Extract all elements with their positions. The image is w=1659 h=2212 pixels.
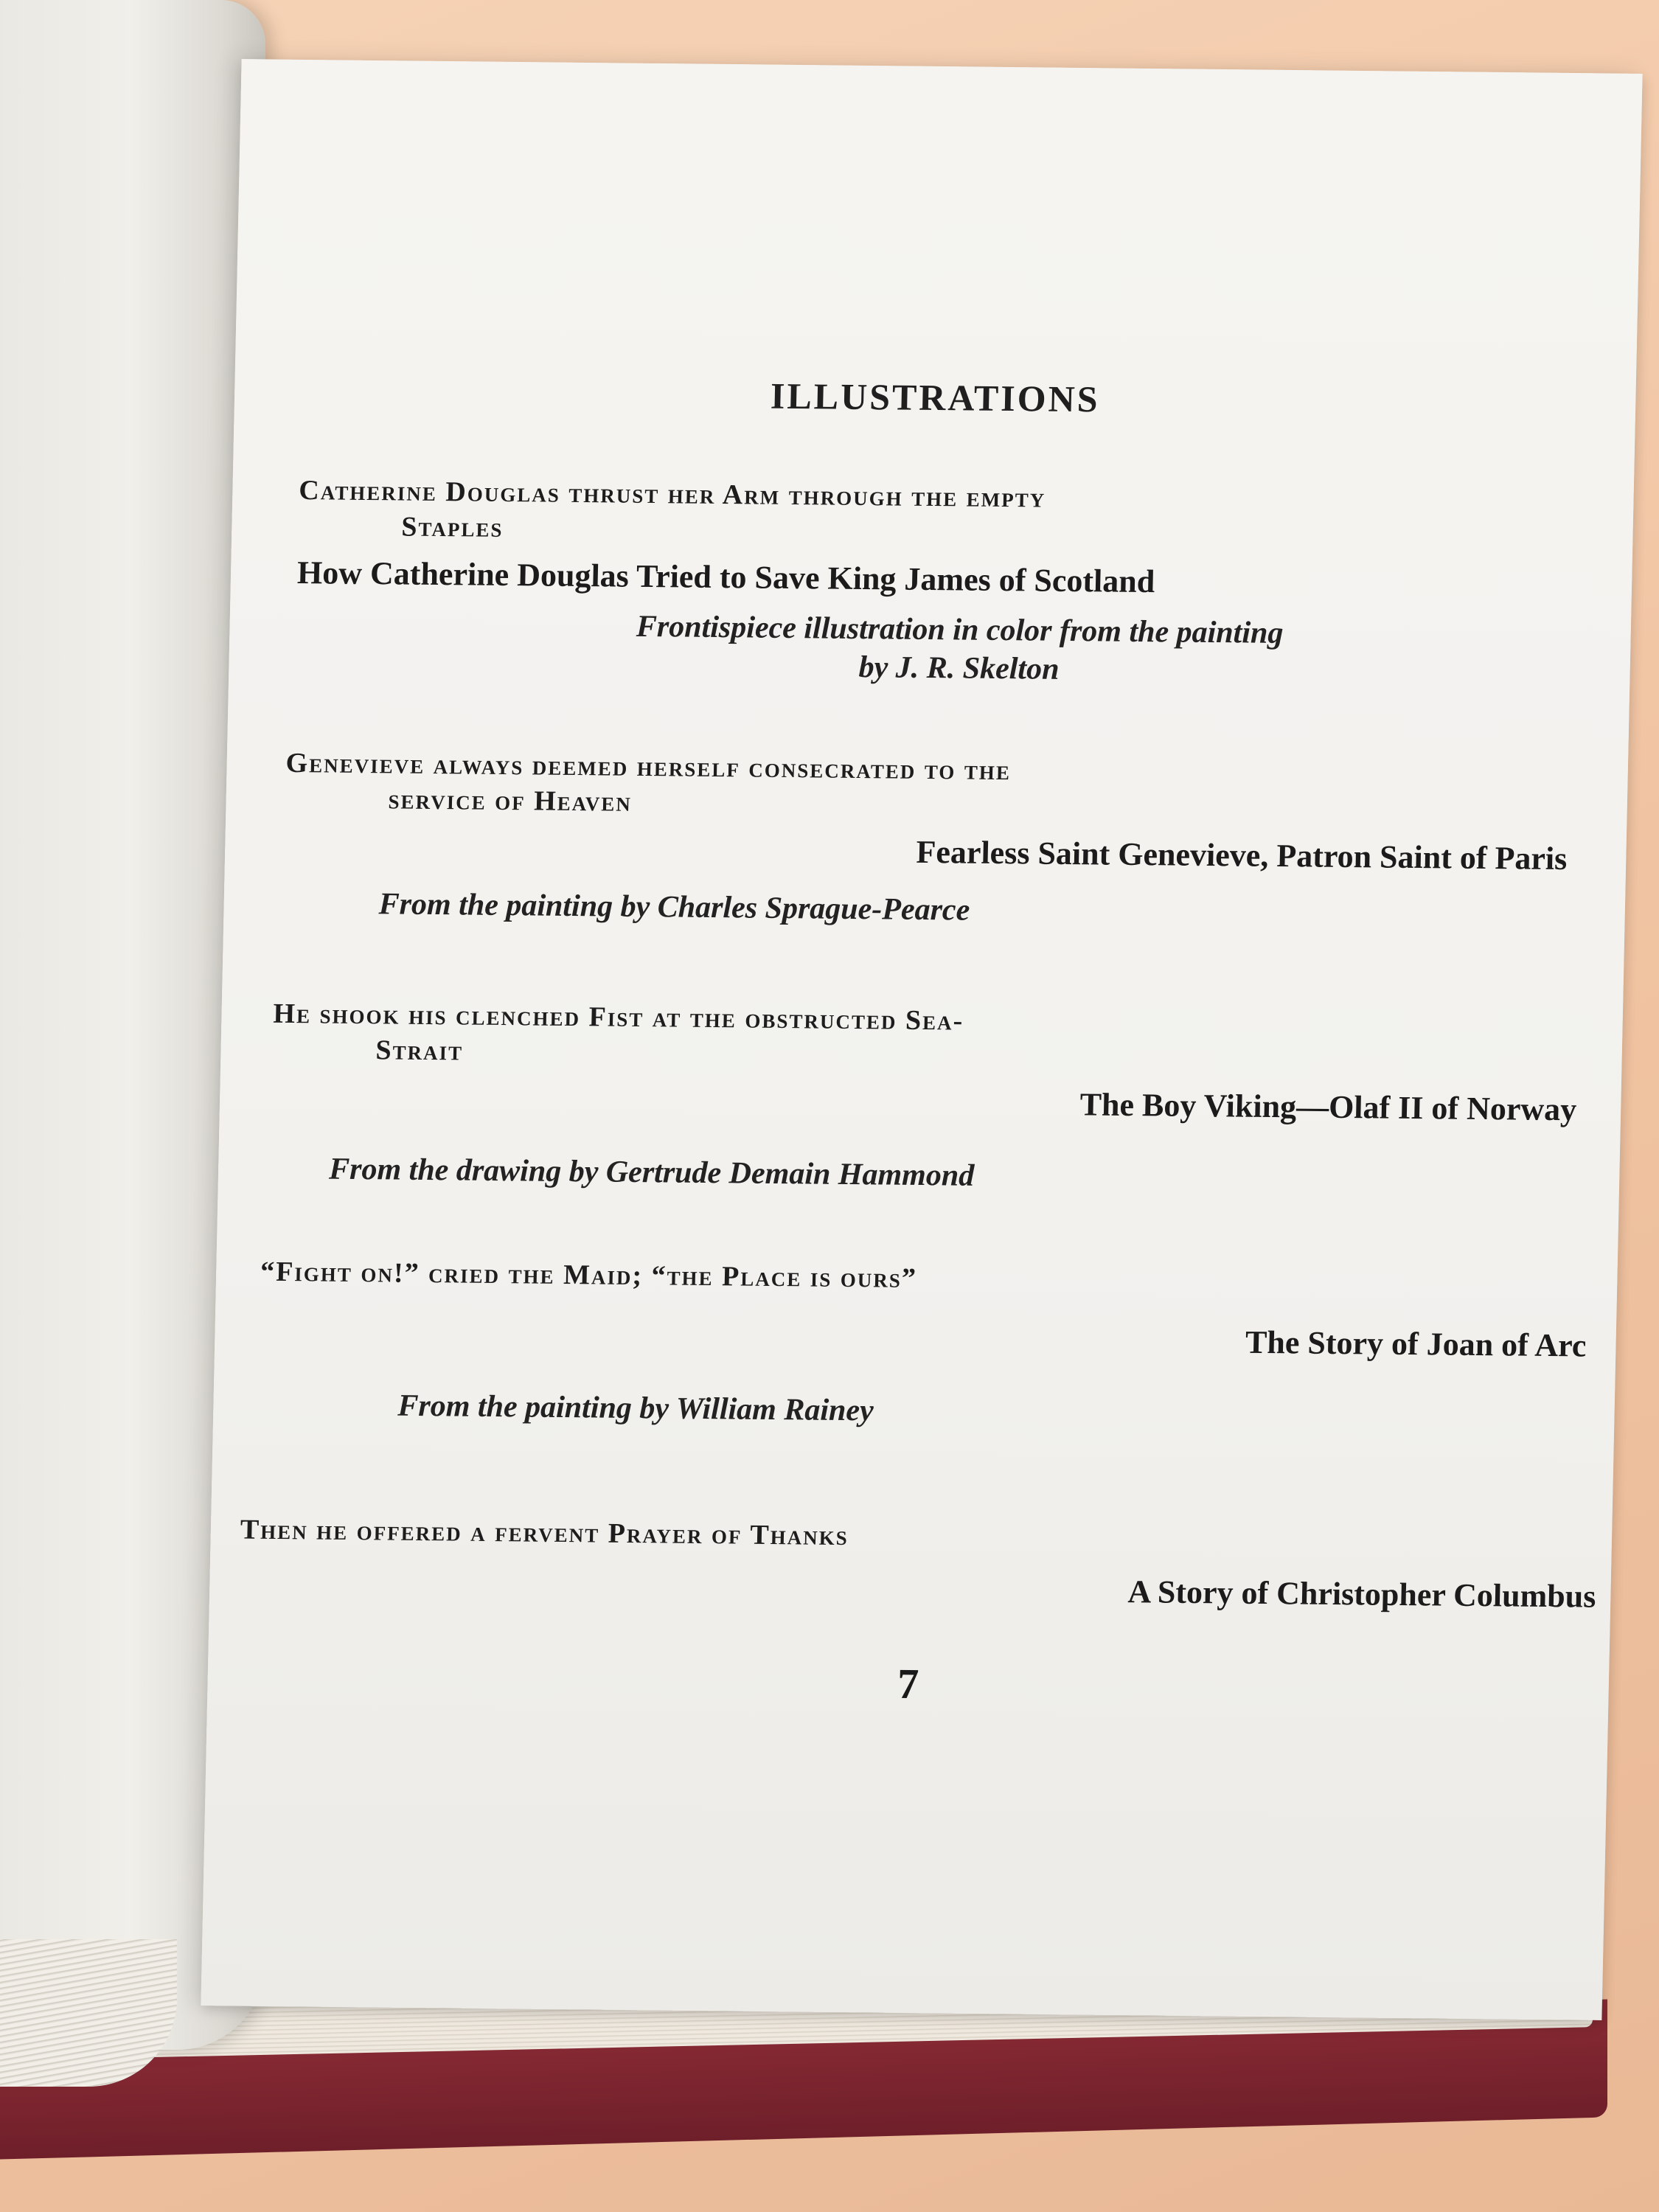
page-number: 7	[897, 1659, 919, 1708]
illustration-credit: From the painting by Charles Sprague-Pearce	[378, 887, 970, 928]
illustration-caption	[285, 745, 1554, 830]
story-title: The Story of Joan of Arc	[1245, 1324, 1587, 1364]
illustration-credit-artist: by J. R. Skelton	[858, 650, 1060, 686]
caption-line: He shook his clenched Fist at the obstructed Sea-	[273, 998, 964, 1037]
illustration-caption	[240, 1512, 1553, 1561]
book-page	[201, 59, 1642, 2020]
illustration-credit: Frontispiece illustration in color from the painting	[636, 609, 1284, 651]
illustration-caption	[272, 996, 1557, 1080]
caption-line: Genevieve always deemed herself consecrated to the	[285, 747, 1012, 787]
caption-line: “Fight on!” cried the Maid; “the Place is ours”	[260, 1256, 918, 1295]
caption-continuation: Staples	[400, 511, 504, 543]
illustration-caption	[298, 473, 1553, 557]
illustration-credit: From the drawing by Gertrude Demain Hammond	[328, 1152, 975, 1193]
page-heading: ILLUSTRATIONS	[770, 375, 1101, 420]
illustration-credit: From the painting by William Rainey	[397, 1388, 874, 1428]
story-title: A Story of Christopher Columbus	[1127, 1573, 1596, 1615]
story-title: Fearless Saint Genevieve, Patron Saint of Paris	[916, 833, 1568, 877]
caption-continuation: Strait	[375, 1034, 464, 1067]
caption-continuation: service of Heaven	[388, 784, 633, 818]
illustration-caption	[260, 1254, 1559, 1303]
story-title: The Boy Viking—Olaf II of Norway	[1079, 1086, 1577, 1128]
story-title: How Catherine Douglas Tried to Save King James of Scotland	[296, 554, 1155, 600]
caption-line: Catherine Douglas thrust her Arm through the empty	[298, 474, 1046, 514]
caption-line: Then he offered a fervent Prayer of Thanks	[240, 1514, 849, 1552]
